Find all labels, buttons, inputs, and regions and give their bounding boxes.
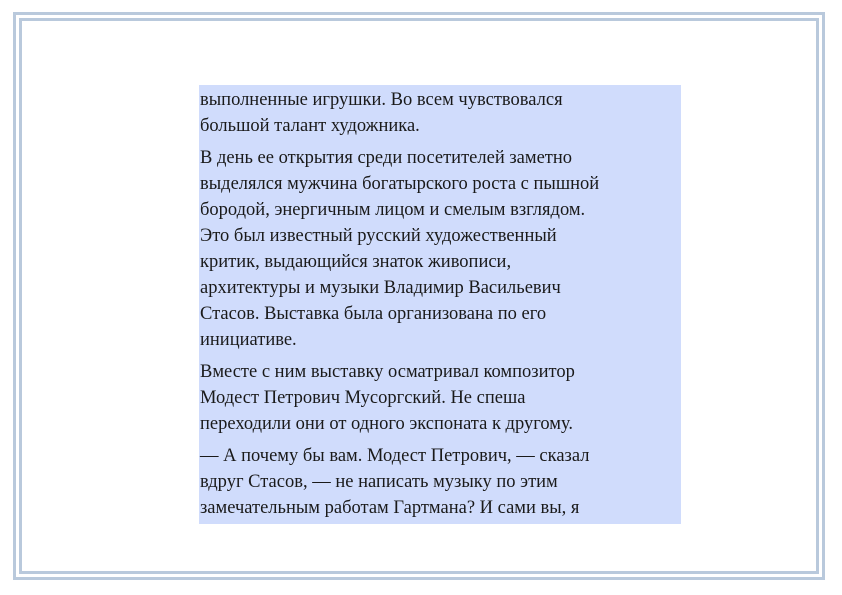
text-line: Модест Петрович Мусоргский. Не спеша [200,388,526,408]
text-line: бородой, энергичным лицом и смелым взглядом. [200,200,586,220]
text-line: замечательным работам Гартмана? И сами вы, я [200,498,580,518]
text-line: вдруг Стасов, — не написать музыку по этим [200,472,558,492]
paragraph-3 [200,359,681,437]
text-line: Это был известный русский художественный [200,226,557,246]
text-line: выполненные игрушки. Во всем чувствовался [200,90,563,110]
text-line: Вместе с ним выставку осматривал композитор [200,362,575,382]
text-line: В день ее открытия среди посетителей заметно [200,148,573,168]
text-line: большой талант художника. [200,116,420,136]
paragraph-1 [200,87,681,139]
text-line: — А почему бы вам. Модест Петрович, — сказал [200,446,590,466]
text-line: выделялся мужчина богатырского роста с пышной [200,174,600,194]
text-line: архитектуры и музыки Владимир Васильевич [200,278,561,298]
paragraph-4 [200,443,681,521]
paragraph-2 [200,145,681,353]
text-line: критик, выдающийся знаток живописи, [200,252,512,272]
text-line: Стасов. Выставка была организована по его [200,304,547,324]
text-line: переходили они от одного экспоната к другому. [200,414,573,434]
text-box [199,85,681,524]
text-line: инициативе. [200,330,297,350]
